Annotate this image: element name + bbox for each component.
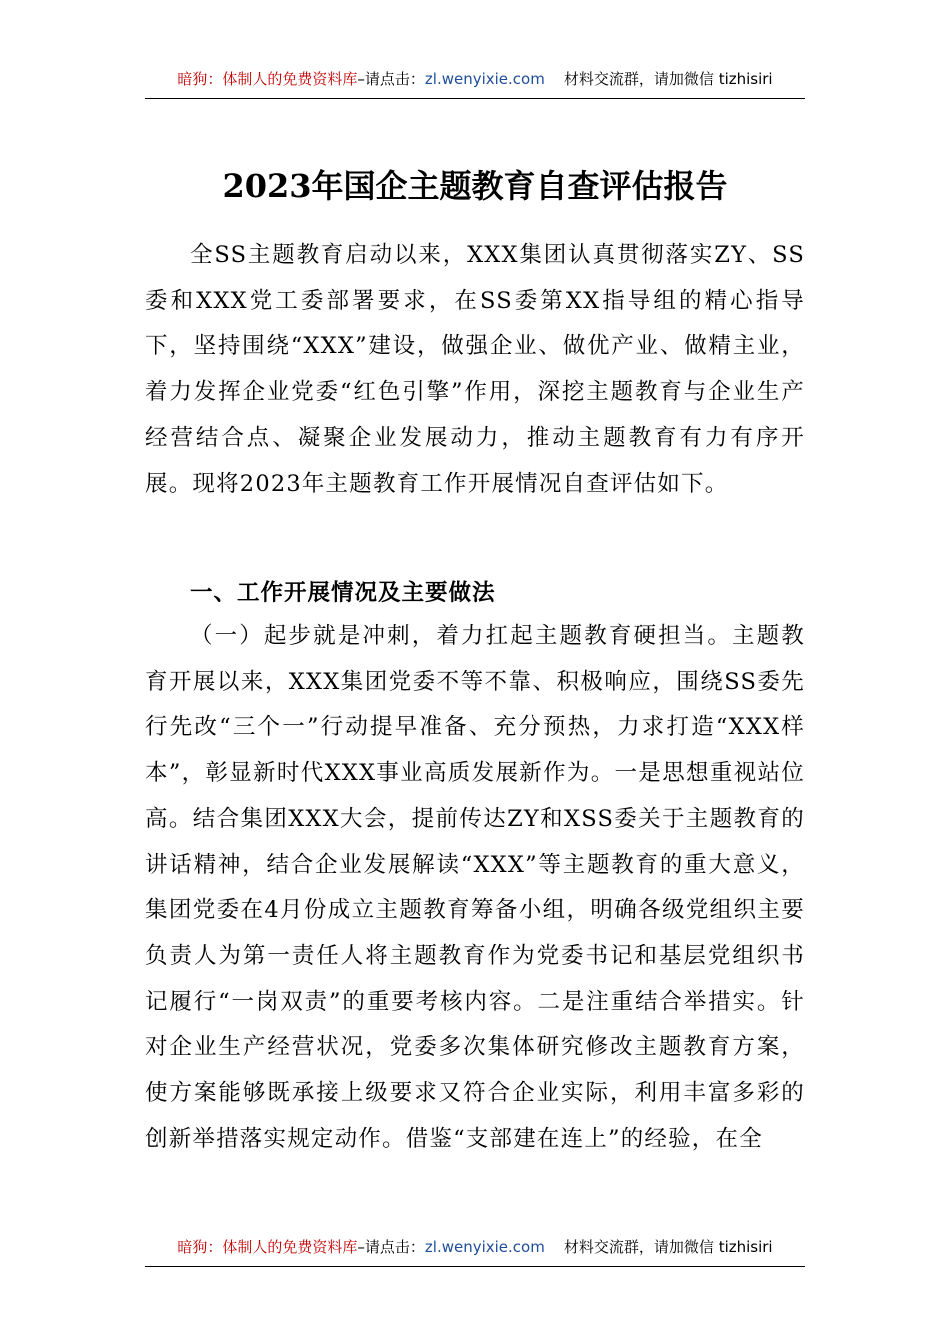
footer-url-link[interactable]: zl.wenyixie.com bbox=[424, 1238, 545, 1256]
section-1-paragraph: （一）起步就是冲刺，着力扛起主题教育硬担当。主题教育开展以来，XXX集团党委不等不靠、积极响应，围绕SS委先行先改“三个一”行动提早准备、充分预热，力求打造“XXX样本”，彰显新时代XXX事业高质发展新作为。一是思想重视站位高。结合集团XXX大会，提前传达ZY和XSS委关于主题教育的讲话精神，结合企业发展解读“XXX”等主题教育的重大意义，集团党委在4月份成立主题教育筹备小组，明确各级党组织主要负责人为第一责任人将主题教育作为党委书记和基层党组织书记履行“一岗双责”的重要考核内容。二是注重结合举措实。针对企业生产经营状况，党委多次集体研究修改主题教育方案，使方案能够既承接上级要求又符合企业实际，利用丰富多彩的创新举措落实规定动作。借鉴“支部建在连上”的经验，在全 bbox=[145, 623, 805, 1152]
header-click-prompt: –请点击： bbox=[357, 70, 425, 88]
footer-site-name: 暗狗：体制人的免费资料库 bbox=[177, 1238, 358, 1256]
footer-click-prompt: –请点击： bbox=[357, 1238, 425, 1256]
footer-group-note: 材料交流群，请加微信 tizhisiri bbox=[563, 1238, 773, 1256]
page-header bbox=[145, 68, 805, 99]
intro-paragraph: 全SS主题教育启动以来，XXX集团认真贯彻落实ZY、SS委和XXX党工委部署要求，在SS委第XX指导组的精心指导下，坚持围绕“XXX”建设，做强企业、做优产业、做精主业，着力发挥企业党委“红色引擎”作用，深挖主题教育与企业生产经营结合点、凝聚企业发展动力，推动主题教育有力有序开展。现将2023年主题教育工作开展情况自查评估如下。 bbox=[145, 242, 805, 497]
document-title: 2023年国企主题教育自查评估报告 bbox=[222, 167, 728, 205]
header-site-name: 暗狗：体制人的免费资料库 bbox=[177, 70, 358, 88]
section-1-heading: 一、工作开展情况及主要做法 bbox=[190, 580, 496, 606]
header-group-note: 材料交流群，请加微信 tizhisiri bbox=[563, 70, 773, 88]
header-url-link[interactable]: zl.wenyixie.com bbox=[424, 70, 545, 88]
page-footer bbox=[145, 1236, 805, 1267]
